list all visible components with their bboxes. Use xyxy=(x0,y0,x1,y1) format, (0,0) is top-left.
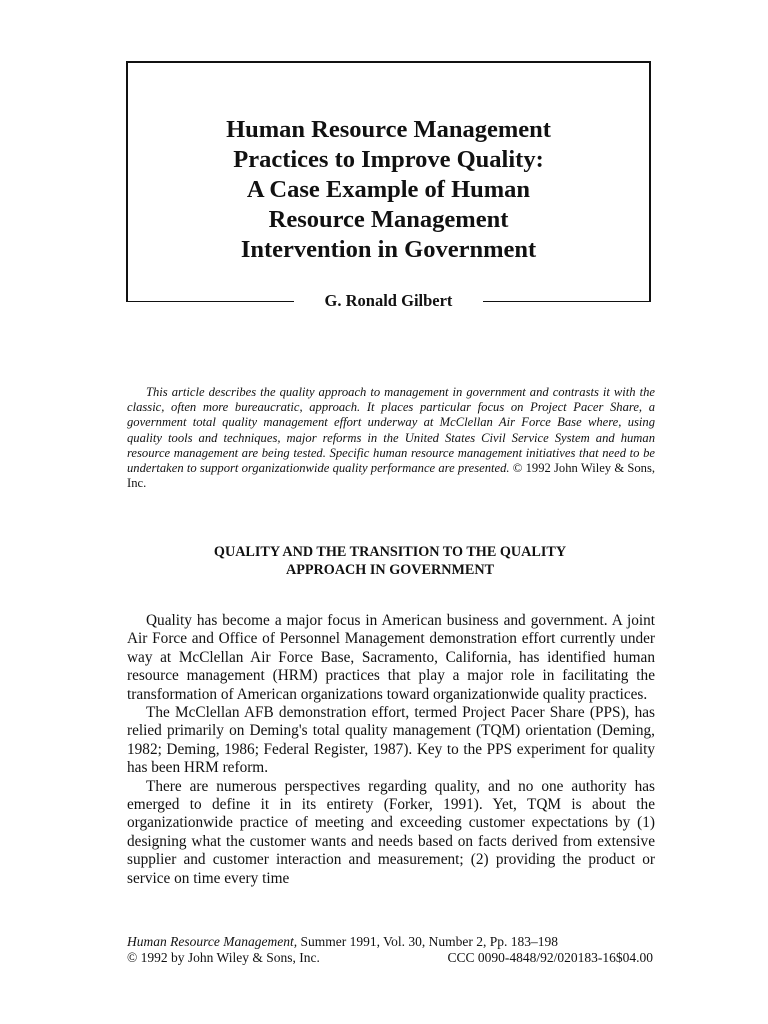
author-row xyxy=(126,290,651,312)
section-heading-line: QUALITY AND THE TRANSITION TO THE QUALITY xyxy=(213,544,567,560)
author-name: G. Ronald Gilbert xyxy=(324,291,453,310)
article-title xyxy=(128,115,649,265)
footer-publisher: © 1992 by John Wiley & Sons, Inc. xyxy=(127,949,320,965)
footer-citation xyxy=(127,934,655,950)
section-heading xyxy=(126,543,654,579)
body-paragraph: There are numerous perspectives regarding quality, and no one authority has emerged to define it in its entirety (Forker, 1991). Yet, TQM is about the organizationwide practice of meeting and exceeding customer expectations by (1) designing what the customer wants and needs based on facts derived from extensive supplier and customer interaction and measurement; (2) providing the product or service on time every time xyxy=(127,777,655,887)
title-box xyxy=(126,61,651,301)
footer-journal: Human Resource Management, xyxy=(127,934,298,949)
abstract xyxy=(127,385,655,491)
title-line: Resource Management xyxy=(268,206,509,233)
abstract-copyright: © 1992 John Wiley & Sons, Inc. xyxy=(127,461,655,491)
title-line: Human Resource Management xyxy=(226,116,551,143)
title-line: Practices to Improve Quality: xyxy=(233,146,544,173)
abstract-text: This article describes the quality approach to management in government and contrasts it with the classic, often more bureaucratic, approach. It places particular focus on Project Pacer Share, a government total quality management effort underway at McClellan Air Force Base where, using quality tools and techniques, major reforms in the United States Civil Service System and human resource management are being tested. Specific human resource management initiatives that need to be undertaken to support organizationwide quality performance are presented. xyxy=(127,385,655,476)
body-text xyxy=(127,612,655,888)
footer-ccc: CCC 0090-4848/92/020183-16$04.00 xyxy=(447,949,653,965)
section-heading-line: APPROACH IN GOVERNMENT xyxy=(285,562,495,578)
footer-issue: Summer 1991, Vol. 30, Number 2, Pp. 183–198 xyxy=(297,934,558,949)
body-paragraph: The McClellan AFB demonstration effort, termed Project Pacer Share (PPS), has relied primarily on Deming's total quality management (TQM) orientation (Deming, 1982; Deming, 1986; Federal Register, 1987). Key to the PPS experiment for quality has been HRM reform. xyxy=(127,704,655,777)
title-line: A Case Example of Human xyxy=(246,176,531,203)
page-footer xyxy=(127,934,655,965)
author-rule-right xyxy=(483,301,651,302)
title-line: Intervention in Government xyxy=(240,236,537,263)
body-paragraph: Quality has become a major focus in American business and government. A joint Air Force and Office of Personnel Management demonstration effort currently under way at McClellan Air Force Base, Sacramento, California, has identified human resource management (HRM) practices that play a major role in facilitating the transformation of American organizations toward organizationwide quality practices. xyxy=(127,612,655,703)
